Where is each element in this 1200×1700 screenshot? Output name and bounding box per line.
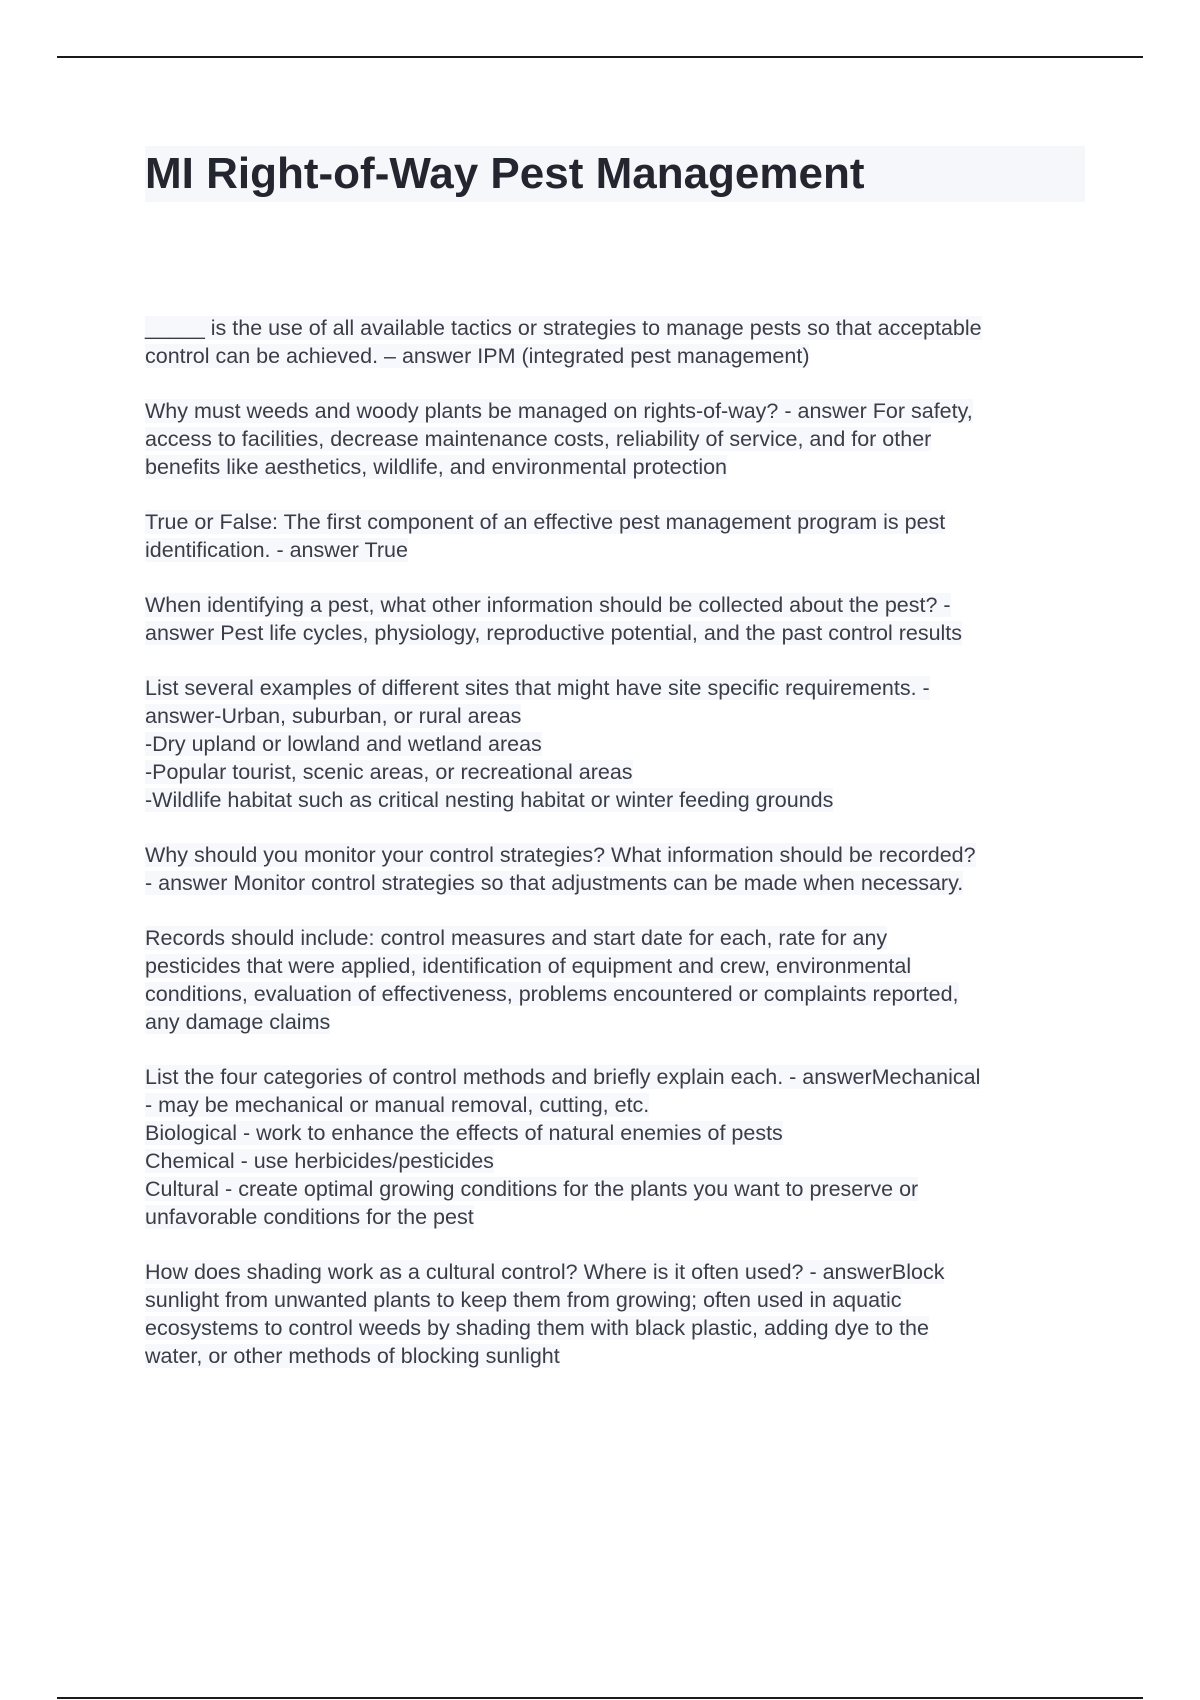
qa-line bbox=[145, 702, 1085, 730]
qa-line-text: access to facilities, decrease maintenance costs, reliability of service, and for other bbox=[145, 427, 932, 451]
qa-line-text: Chemical - use herbicides/pesticides bbox=[145, 1149, 494, 1173]
qa-line bbox=[145, 453, 1085, 481]
qa-line-text: Why should you monitor your control strategies? What information should be recorded? bbox=[145, 843, 976, 867]
qa-line-text: Why must weeds and woody plants be managed on rights-of-way? - answer For safety, bbox=[145, 399, 973, 423]
qa-line bbox=[145, 342, 1085, 370]
qa-line bbox=[145, 425, 1085, 453]
qa-line-text: pesticides that were applied, identification of equipment and crew, environmental bbox=[145, 954, 912, 978]
document-body bbox=[145, 146, 1085, 1397]
qa-line bbox=[145, 508, 1085, 536]
qa-line-text: identification. - answer True bbox=[145, 538, 408, 562]
qa-line bbox=[145, 1175, 1085, 1203]
qa-line-text: unfavorable conditions for the pest bbox=[145, 1205, 474, 1229]
qa-entry bbox=[145, 1258, 1085, 1370]
qa-list bbox=[145, 314, 1085, 1370]
qa-line bbox=[145, 786, 1085, 814]
qa-line-text: _____ is the use of all available tactics or strategies to manage pests so that acceptable bbox=[145, 316, 982, 340]
qa-entry bbox=[145, 1063, 1085, 1231]
qa-line-text: List several examples of different sites that might have site specific requirements. - bbox=[145, 676, 930, 700]
qa-line-text: - answer Monitor control strategies so that adjustments can be made when necessary. bbox=[145, 871, 964, 895]
qa-entry bbox=[145, 924, 1085, 1036]
qa-line bbox=[145, 1314, 1085, 1342]
qa-entry bbox=[145, 591, 1085, 647]
qa-line-text: ecosystems to control weeds by shading them with black plastic, adding dye to the bbox=[145, 1316, 929, 1340]
top-divider bbox=[57, 56, 1143, 58]
qa-line bbox=[145, 1258, 1085, 1286]
qa-line-text: control can be achieved. – answer IPM (integrated pest management) bbox=[145, 344, 810, 368]
qa-line bbox=[145, 1147, 1085, 1175]
qa-line bbox=[145, 1091, 1085, 1119]
qa-line bbox=[145, 314, 1085, 342]
qa-line bbox=[145, 1342, 1085, 1370]
qa-line-text: answer Pest life cycles, physiology, reproductive potential, and the past control results bbox=[145, 621, 963, 645]
qa-line-text: -Popular tourist, scenic areas, or recreational areas bbox=[145, 760, 633, 784]
qa-line bbox=[145, 841, 1085, 869]
qa-entry bbox=[145, 674, 1085, 814]
qa-line-text: Records should include: control measures and start date for each, rate for any bbox=[145, 926, 888, 950]
qa-line bbox=[145, 1203, 1085, 1231]
qa-entry bbox=[145, 314, 1085, 370]
qa-line bbox=[145, 1063, 1085, 1091]
qa-line-text: List the four categories of control methods and briefly explain each. - answerMechanical bbox=[145, 1065, 981, 1089]
qa-line-text: conditions, evaluation of effectiveness, problems encountered or complaints reported, bbox=[145, 982, 959, 1006]
qa-line bbox=[145, 952, 1085, 980]
qa-line bbox=[145, 980, 1085, 1008]
qa-line-text: -Wildlife habitat such as critical nesting habitat or winter feeding grounds bbox=[145, 788, 834, 812]
qa-line-text: benefits like aesthetics, wildlife, and environmental protection bbox=[145, 455, 728, 479]
qa-line-text: True or False: The first component of an effective pest management program is pest bbox=[145, 510, 946, 534]
qa-line-text: answer-Urban, suburban, or rural areas bbox=[145, 704, 522, 728]
qa-line-text: - may be mechanical or manual removal, cutting, etc. bbox=[145, 1093, 650, 1117]
qa-line bbox=[145, 1119, 1085, 1147]
qa-entry bbox=[145, 841, 1085, 897]
qa-entry bbox=[145, 397, 1085, 481]
bottom-divider bbox=[57, 1697, 1143, 1699]
page-title: MI Right-of-Way Pest Management bbox=[145, 146, 1085, 202]
qa-entry bbox=[145, 508, 1085, 564]
qa-line-text: How does shading work as a cultural control? Where is it often used? - answerBlock bbox=[145, 1260, 945, 1284]
qa-line bbox=[145, 397, 1085, 425]
qa-line-text: Cultural - create optimal growing conditions for the plants you want to preserve or bbox=[145, 1177, 919, 1201]
qa-line bbox=[145, 869, 1085, 897]
qa-line bbox=[145, 758, 1085, 786]
qa-line-text: any damage claims bbox=[145, 1010, 331, 1034]
qa-line-text: sunlight from unwanted plants to keep them from growing; often used in aquatic bbox=[145, 1288, 902, 1312]
qa-line-text: When identifying a pest, what other information should be collected about the pest? - bbox=[145, 593, 951, 617]
qa-line bbox=[145, 1008, 1085, 1036]
qa-line bbox=[145, 619, 1085, 647]
qa-line bbox=[145, 536, 1085, 564]
qa-line bbox=[145, 730, 1085, 758]
qa-line-text: -Dry upland or lowland and wetland areas bbox=[145, 732, 542, 756]
qa-line bbox=[145, 924, 1085, 952]
qa-line-text: Biological - work to enhance the effects of natural enemies of pests bbox=[145, 1121, 783, 1145]
qa-line-text: water, or other methods of blocking sunlight bbox=[145, 1344, 560, 1368]
qa-line bbox=[145, 1286, 1085, 1314]
qa-line bbox=[145, 591, 1085, 619]
qa-line bbox=[145, 674, 1085, 702]
